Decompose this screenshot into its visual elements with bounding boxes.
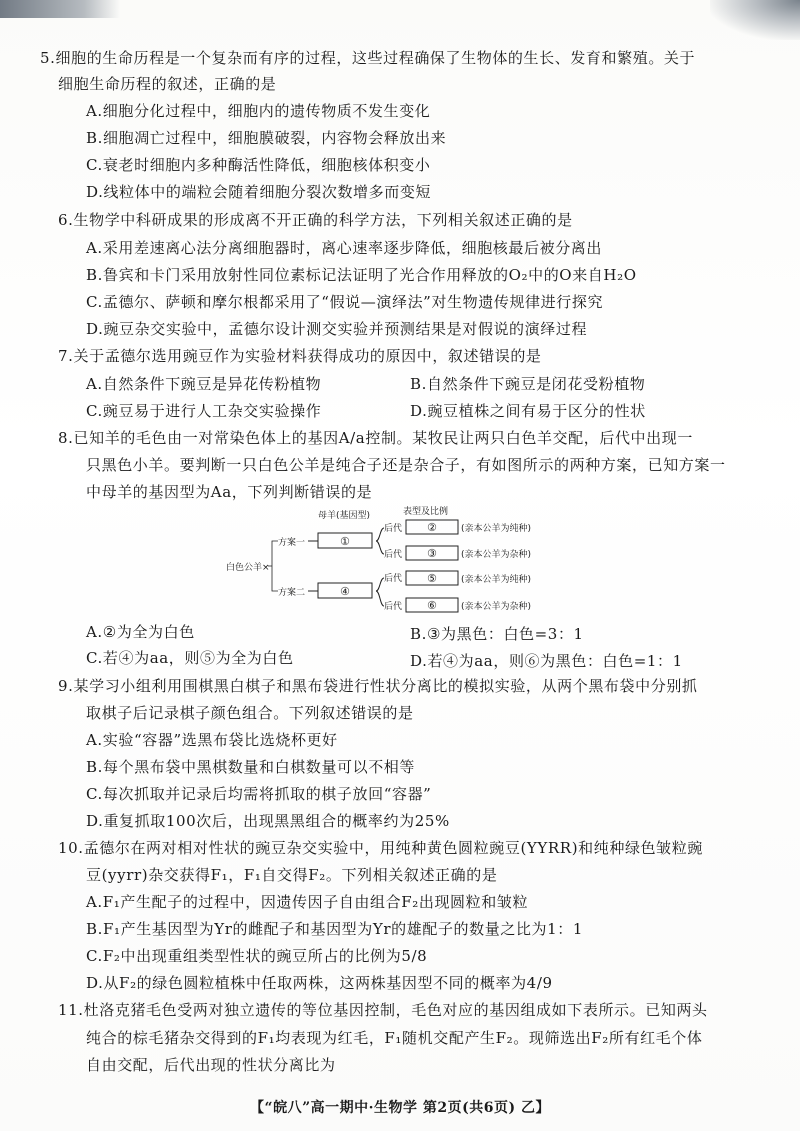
q6-option-d: D.豌豆杂交实验中，孟德尔设计测交实验并预测结果是对假说的演绎过程 <box>86 320 588 338</box>
q8-stem-line1: 8.已知羊的毛色由一对常染色体上的基因A/a控制。某牧民让两只白色羊交配，后代中出现一 <box>58 429 693 447</box>
plan-two-offspring-2: 后代 <box>384 602 403 612</box>
white-ram-label: 白色公羊× <box>226 563 270 573</box>
q11-stem-line2: 纯合的棕毛猪杂交得到的F₁均表现为红毛，F₁随机交配产生F₂。现筛选出F₂所有红毛个体 <box>86 1029 703 1047</box>
plan-two-offspring-1: 后代 <box>384 574 403 584</box>
q11-stem-line3: 自由交配，后代出现的性状分离比为 <box>86 1056 336 1074</box>
box-6-label: ⑥ <box>427 599 437 612</box>
note-plan1-pure: (亲本公羊为纯种) <box>461 524 532 534</box>
q9-stem-line2: 取棋子后记录棋子颜色组合。下列叙述错误的是 <box>86 704 414 722</box>
plan-one-offspring-1: 后代 <box>384 524 403 534</box>
q5-option-d: D.线粒体中的端粒会随着细胞分裂次数增多而变短 <box>86 183 432 201</box>
header-phenotype-ratio: 表型及比例 <box>403 507 449 517</box>
q7-stem: 7.关于孟德尔选用豌豆作为实验材料获得成功的原因中，叙述错误的是 <box>58 347 542 365</box>
q9-option-b: B.每个黑布袋中黑棋数量和白棋数量可以不相等 <box>86 758 415 776</box>
plan-one-brace <box>376 528 384 554</box>
q6-option-a: A.采用差速离心法分离细胞器时，离心速率逐步降低，细胞核最后被分离出 <box>86 239 603 257</box>
box-5-label: ⑤ <box>427 572 437 585</box>
q7-option-b: B.自然条件下豌豆是闭花受粉植物 <box>410 375 646 393</box>
q11-stem-line1: 11.杜洛克猪毛色受两对独立遗传的等位基因控制，毛色对应的基因组成如下表所示。已知两头 <box>58 1001 708 1019</box>
scan-shadow-top-left <box>0 0 120 18</box>
q8-option-d: D.若④为aa，则⑥为黑色：白色=1：1 <box>410 652 683 670</box>
box-3-label: ③ <box>427 547 437 560</box>
note-plan2-hetero: (亲本公羊为杂种) <box>461 602 532 612</box>
q7-option-a: A.自然条件下豌豆是异花传粉植物 <box>86 375 322 393</box>
q5-stem-line1: 5.细胞的生命历程是一个复杂而有序的过程，这些过程确保了生物体的生长、发育和繁殖。关于 <box>40 49 696 67</box>
q6-stem: 6.生物学中科研成果的形成离不开正确的科学方法，下列相关叙述正确的是 <box>58 211 573 229</box>
q10-option-c: C.F₂中出现重组类型性状的豌豆所占的比例为5/8 <box>86 947 428 965</box>
q7-option-d: D.豌豆植株之间有易于区分的性状 <box>410 402 646 420</box>
q6-option-c: C.孟德尔、萨顿和摩尔根都采用了“假说—演绎法”对生物遗传规律进行探究 <box>86 293 604 311</box>
box-4-label: ④ <box>340 585 350 598</box>
breeding-scheme-diagram <box>220 507 532 618</box>
q9-option-d: D.重复抓取100次后，出现黑黑组合的概率约为25% <box>86 812 450 830</box>
note-plan2-pure: (亲本公羊为纯种) <box>461 575 532 585</box>
q9-stem-line1: 9.某学习小组利用围棋黑白棋子和黑布袋进行性状分离比的模拟实验，从两个黑布袋中分别抓 <box>58 677 698 695</box>
q5-option-b: B.细胞凋亡过程中，细胞膜破裂，内容物会释放出来 <box>86 129 447 147</box>
q5-stem-line2: 细胞生命历程的叙述，正确的是 <box>58 75 277 93</box>
q9-option-a: A.实验“容器”选黑布袋比选烧杯更好 <box>86 731 338 749</box>
q7-option-c: C.豌豆易于进行人工杂交实验操作 <box>86 402 322 420</box>
plan-one-label: 方案一 <box>278 538 306 548</box>
q10-option-d: D.从F₂的绿色圆粒植株中任取两株，这两株基因型不同的概率为4/9 <box>86 974 553 992</box>
q10-stem-line1: 10.孟德尔在两对相对性状的豌豆杂交实验中，用纯种黄色圆粒豌豆(YYRR)和纯种绿色皱粒豌 <box>58 839 703 857</box>
page-footer: 【“皖八”高一期中·生物学 第2页(共6页) 乙】 <box>250 1100 550 1116</box>
ram-bracket <box>268 541 278 591</box>
plan-one-offspring-2: 后代 <box>384 550 403 560</box>
q9-option-c: C.每次抓取并记录后均需将抓取的棋子放回“容器” <box>86 785 432 803</box>
scan-shadow-top-right <box>710 0 800 40</box>
q10-option-a: A.F₁产生配子的过程中，因遗传因子自由组合F₂出现圆粒和皱粒 <box>86 893 529 911</box>
q10-stem-line2: 豆(yyrr)杂交获得F₁，F₁自交得F₂。下列相关叙述正确的是 <box>86 866 498 884</box>
q8-option-c: C.若④为aa，则⑤为全为白色 <box>86 649 294 667</box>
q8-stem-line3: 中母羊的基因型为Aa，下列判断错误的是 <box>86 483 373 501</box>
q6-option-b: B.鲁宾和卡门采用放射性同位素标记法证明了光合作用释放的O₂中的O来自H₂O <box>86 266 637 284</box>
scheme-svg <box>220 507 532 618</box>
q8-option-a: A.②为全为白色 <box>86 623 195 641</box>
header-mother-genotype: 母羊(基因型) <box>318 511 371 521</box>
box-1-label: ① <box>340 535 350 548</box>
box-2-label: ② <box>427 521 437 534</box>
q5-option-c: C.衰老时细胞内多种酶活性降低，细胞核体积变小 <box>86 156 431 174</box>
q8-stem-line2: 只黑色小羊。要判断一只白色公羊是纯合子还是杂合子，有如图所示的两种方案，已知方案一 <box>86 456 726 474</box>
q10-option-b: B.F₁产生基因型为Yr的雌配子和基因型为Yr的雄配子的数量之比为1：1 <box>86 920 584 938</box>
plan-two-brace <box>376 578 384 606</box>
q8-option-b: B.③为黑色：白色=3：1 <box>410 625 584 643</box>
plan-two-label: 方案二 <box>278 588 306 598</box>
note-plan1-hetero: (亲本公羊为杂种) <box>461 550 532 560</box>
q5-option-a: A.细胞分化过程中，细胞内的遗传物质不发生变化 <box>86 102 431 120</box>
